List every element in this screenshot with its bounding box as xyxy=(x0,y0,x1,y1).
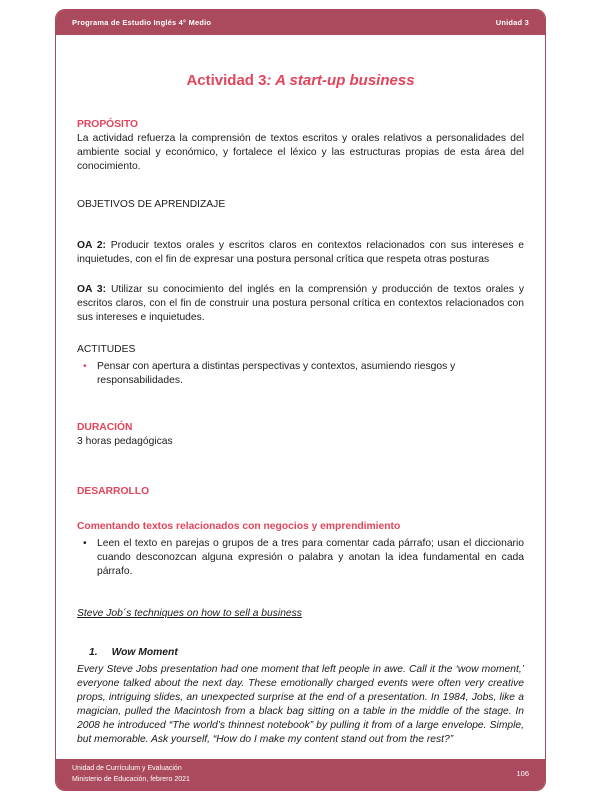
bullet-icon: • xyxy=(83,538,87,550)
desarrollo-bullet-item xyxy=(77,537,524,579)
reading-item-heading xyxy=(89,646,524,660)
page-footer-bar xyxy=(56,759,545,790)
footer-line2: Ministerio de Educación, febrero 2021 xyxy=(72,775,190,783)
page-header-bar xyxy=(56,10,545,35)
oa3-paragraph xyxy=(77,283,524,325)
section-reading xyxy=(77,607,524,747)
duracion-heading: DURACIÓN xyxy=(77,422,133,434)
oa3-label: OA 3: xyxy=(77,284,107,296)
actitudes-bullet-text: Pensar con apertura a distintas perspectivas y contextos, asumiendo riesgos y responsabilidades. xyxy=(97,361,456,387)
desarrollo-heading: DESARROLLO xyxy=(77,486,150,498)
document-page xyxy=(55,9,546,791)
oa3-text: Utilizar su conocimiento del inglés en la comprensión y producción de textos orales y escritos claros, con el fin de construir una postura personal crítica en contextos relacionados con sus intereses e inquietudes. xyxy=(77,284,524,324)
oa2-paragraph xyxy=(77,239,524,267)
activity-title xyxy=(77,71,524,91)
desarrollo-subheading: Comentando textos relacionados con negocios y emprendimiento xyxy=(77,521,401,533)
reading-paragraph: Every Steve Jobs presentation had one moment that left people in awe. Call it the ‘wow moment,’ everyone talked about the next day. These emotionally charged events were often very creative props, intriguing slides, an unexpected surprise at the end of a presentation. In 1984, Jobs, like a magician, pulled the Macintosh from a black bag sitting on a table in the middle of the stage. In 2008 he introduced “The world’s thinnest notebook” by pulling it from of a large envelope. Simple, but memorable. Ask yourself, “How do I make my content stand out from the rest?” xyxy=(77,664,524,746)
activity-title-suffix: : A start-up business xyxy=(266,72,415,89)
reading-title: Steve Job´s techniques on how to sell a business xyxy=(77,608,302,620)
oa2-text: Producir textos orales y escritos claros en contextos relacionados con sus intereses e inquietudes, con el fin de expresar una postura personal crítica que respeta otras posturas xyxy=(77,240,524,266)
actitudes-bullet-item xyxy=(77,360,524,388)
page-content xyxy=(56,35,545,759)
duracion-body: 3 horas pedagógicas xyxy=(77,436,173,448)
header-unit-label: Unidad 3 xyxy=(495,18,529,27)
page-number: 106 xyxy=(516,769,529,779)
actitudes-heading: ACTITUDES xyxy=(77,344,136,356)
bullet-icon: • xyxy=(83,361,87,373)
section-duracion xyxy=(77,421,524,449)
activity-title-prefix: Actividad 3 xyxy=(186,72,267,89)
section-proposito xyxy=(77,118,524,174)
footer-credits xyxy=(72,764,190,784)
desarrollo-bullet-text: Leen el texto en parejas o grupos de a tres para comentar cada párrafo; usan el diccionario cuando desconozcan alguna expresión o palabra y anotan la idea fundamental en cada párrafo. xyxy=(97,538,524,578)
footer-line1: Unidad de Currículum y Evaluación xyxy=(72,765,182,773)
objetivos-heading: OBJETIVOS DE APRENDIZAJE xyxy=(77,199,226,211)
section-objetivos xyxy=(77,198,524,325)
oa2-label: OA 2: xyxy=(77,240,106,252)
proposito-body: La actividad refuerza la comprensión de textos escritos y orales relativos a personalidades del ambiente social y económico, y fortalece el léxico y las estructuras propias de esta área del conocimiento. xyxy=(77,133,524,173)
reading-item-title: Wow Moment xyxy=(111,647,178,659)
proposito-heading: PROPÓSITO xyxy=(77,119,139,131)
section-actitudes xyxy=(77,343,524,388)
section-desarrollo xyxy=(77,485,524,579)
header-program-label: Programa de Estudio Inglés 4° Medio xyxy=(72,18,212,27)
reading-item-number: 1. xyxy=(89,647,98,659)
